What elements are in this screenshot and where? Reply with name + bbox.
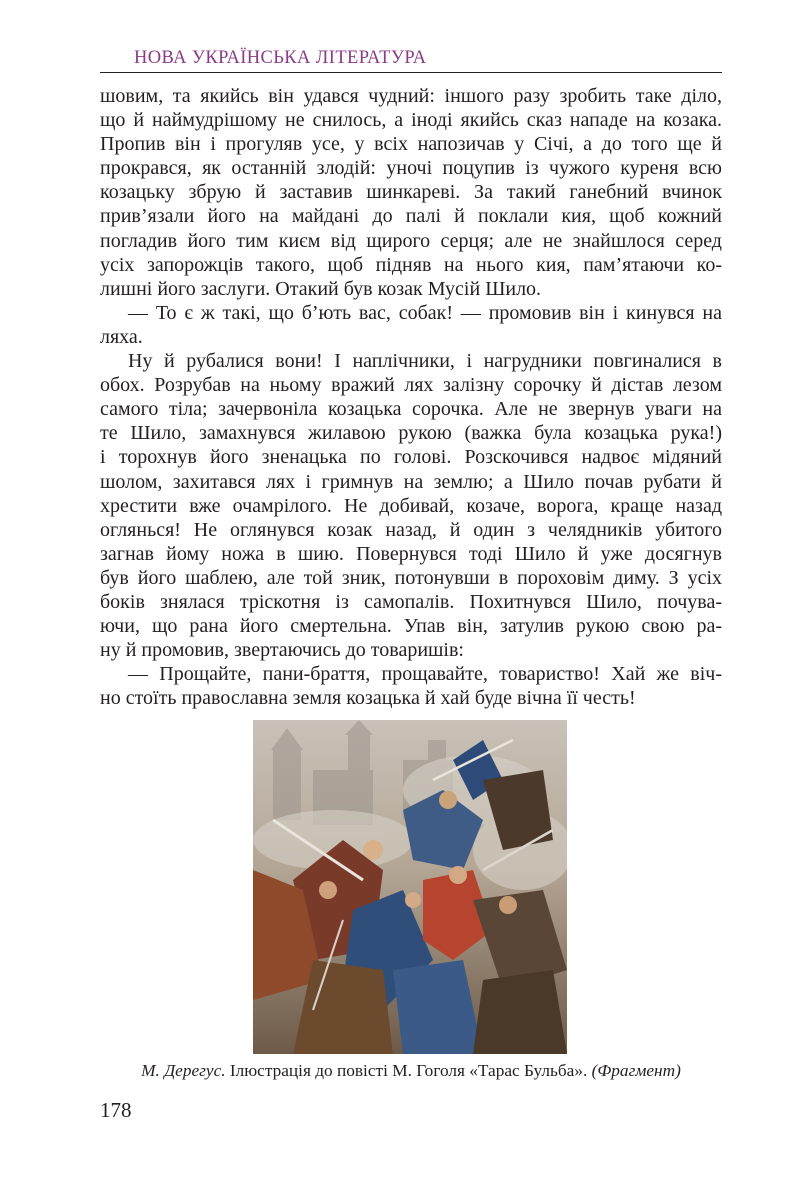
header-divider bbox=[100, 72, 722, 73]
text-line: загнав йому ножа в шию. Повернувся тоді Шило й уже досягнув bbox=[100, 542, 722, 565]
running-header bbox=[100, 44, 722, 74]
battle-illustration bbox=[253, 720, 567, 1054]
caption-author: М. Дерегус. bbox=[141, 1061, 226, 1080]
caption-fragment: (Фрагмент) bbox=[591, 1061, 681, 1080]
text-line: прив’язали його на майдані до палі й поклали кия, щоб кожний bbox=[100, 205, 722, 228]
text-line: прокрався, як останній злодій: уночі поцупив із чужого куреня всю bbox=[100, 157, 722, 180]
text-line: усіх запорожців такого, щоб підняв на нього кия, пам’ятаючи ко- bbox=[100, 253, 722, 276]
text-line: но стоїть православна земля козацька й хай буде вічна її честь! bbox=[100, 687, 636, 710]
text-line: що й наймудрішому не снилось, а іноді якийсь сказ нападе на козака. bbox=[100, 109, 722, 132]
text-line: погладив його тим києм від щирого серця; але не знайшлося серед bbox=[100, 229, 722, 252]
text-line: і торохнув його зненацька по голові. Розскочився надвоє мідяний bbox=[100, 446, 722, 469]
story-text bbox=[100, 84, 722, 710]
section-title: НОВА УКРАЇНСЬКА ЛІТЕРАТУРА bbox=[134, 48, 427, 68]
text-line: обох. Розрубав на ньому вражий лях залізну сорочку й дістав лезом bbox=[100, 374, 722, 397]
text-line: ючи, що рана його смертельна. Упав він, затулив рукою свою ра- bbox=[100, 615, 722, 638]
page-number: 178 bbox=[100, 1098, 132, 1122]
text-line: оглянься! Не оглянувся козак назад, й один з челядників убитого bbox=[100, 518, 722, 541]
text-line: — То є ж такі, що б’ють вас, собак! — промовив він і кинувся на bbox=[128, 301, 722, 324]
text-line: самого тіла; зачервоніла козацька сорочка. Але не звернув уваги на bbox=[100, 398, 722, 421]
text-line: був його шаблею, але той зник, потонувши в пороховім диму. З усіх bbox=[100, 566, 722, 589]
text-line: те Шило, замахнувся жилавою рукою (важка була козацька рука!) bbox=[100, 422, 722, 445]
text-line: Ну й рубалися вони! І наплічники, і нагрудники повгиналися в bbox=[128, 350, 722, 373]
text-line: козацьку збрую й заставив шинкареві. За такий ганебний вчинок bbox=[100, 181, 722, 204]
text-line: боків знялася тріскотня із самопалів. Похитнувся Шило, почува- bbox=[100, 590, 722, 613]
text-line: ляха. bbox=[100, 325, 143, 348]
figure-caption bbox=[100, 1061, 722, 1081]
text-line: хрестити вже очамрілого. Не добивай, козаче, ворога, краще назад bbox=[100, 494, 722, 517]
text-line: — Прощайте, пани-браття, прощавайте, товариство! Хай же віч- bbox=[128, 663, 722, 686]
caption-text: Ілюстрація до повісті М. Гоголя «Тарас Бульба». bbox=[225, 1061, 592, 1080]
text-line: ну й промовив, звертаючись до товаришів: bbox=[100, 639, 464, 662]
text-line: лишні його заслуги. Отакий був козак Мусій Шило. bbox=[100, 277, 542, 300]
text-line: шовим, та якийсь він удався чудний: іншого разу зробить таке діло, bbox=[100, 85, 722, 107]
text-line: шолом, захитався лях і гримнув на землю; а Шило почав рубати й bbox=[100, 470, 722, 493]
text-line: Пропив він і прогуляв усе, у всіх напозичав у Січі, а до того ще й bbox=[100, 133, 722, 156]
